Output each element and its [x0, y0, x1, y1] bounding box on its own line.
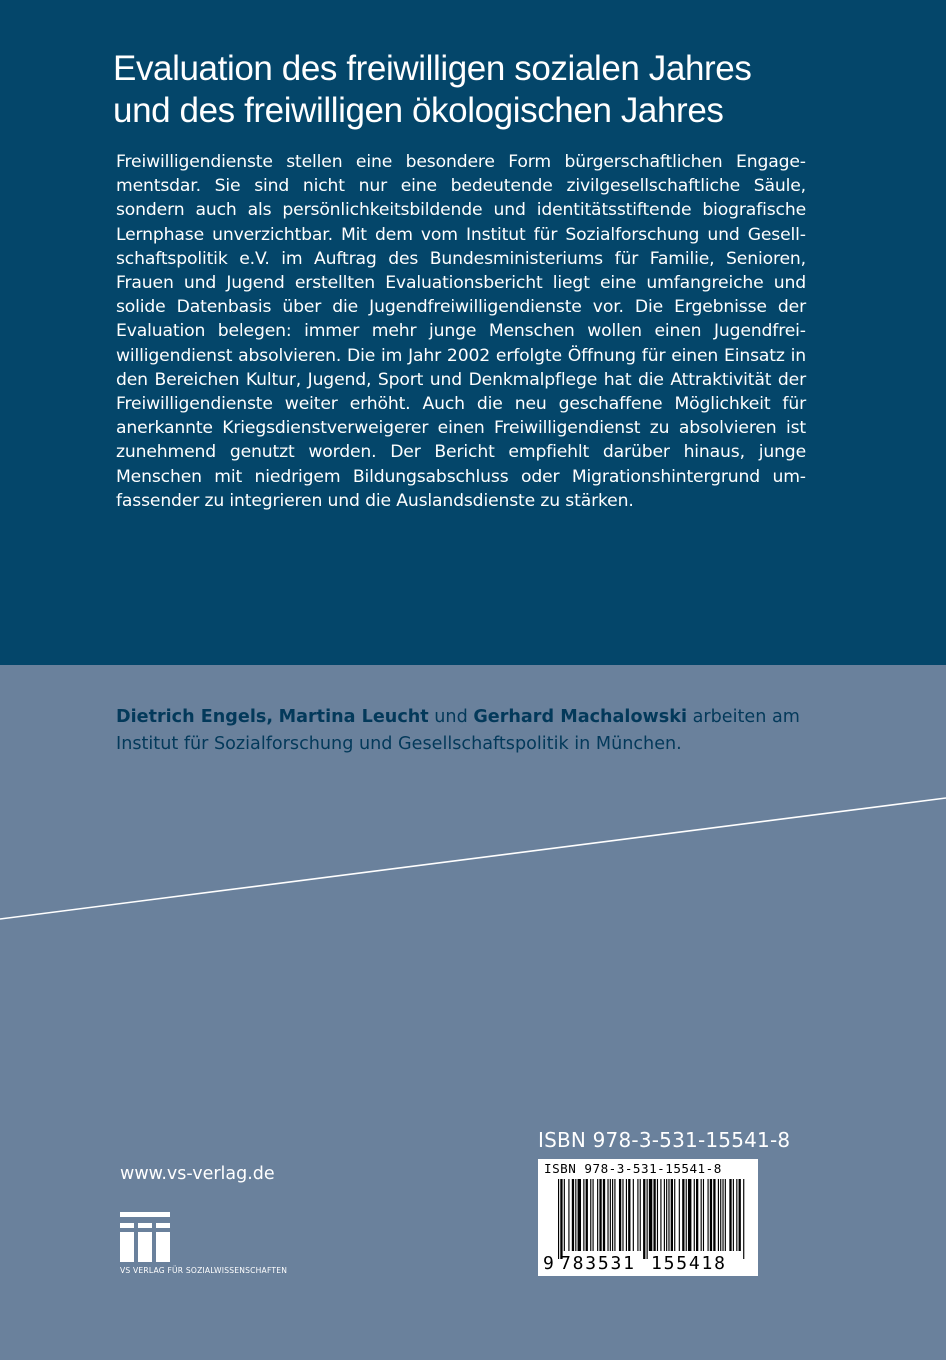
author-1: Dietrich Engels,	[116, 707, 274, 727]
barcode-bar	[575, 1179, 576, 1251]
book-title	[113, 48, 873, 132]
barcode-bar	[564, 1179, 565, 1251]
vs-verlag-logo-icon	[120, 1212, 180, 1266]
barcode-bar	[578, 1179, 581, 1251]
barcode-bar	[736, 1179, 737, 1251]
barcode-bar	[653, 1179, 655, 1251]
barcode-bar	[660, 1179, 661, 1251]
barcode-bar	[583, 1179, 584, 1251]
author-connector: und	[434, 707, 468, 727]
barcode-bar	[640, 1179, 641, 1251]
barcode-bar	[686, 1179, 687, 1251]
barcode-bar	[664, 1179, 665, 1251]
barcode-bar	[568, 1179, 569, 1251]
author-affiliation: arbeiten am Institut für Sozialforschung und Gesellschaftspolitik in München.	[116, 707, 800, 754]
isbn-label: ISBN 978-3-531-15541-8	[538, 1128, 791, 1152]
barcode-bar	[633, 1179, 634, 1251]
barcode-bar	[671, 1179, 673, 1251]
barcode-bar	[628, 1179, 630, 1251]
barcode-bar	[703, 1179, 704, 1251]
author-note	[116, 704, 836, 758]
barcode-bar	[593, 1179, 594, 1251]
title-line-2: und des freiwilligen ökologischen Jahres	[113, 91, 724, 130]
barcode-bar	[710, 1179, 712, 1251]
blurb-text: Freiwilligendienste stellen eine besondere Form bürgerschaftlichen Engagementsdar. Sie sind nicht nur eine bedeutende zivilgesellschaftliche Säule, sondern auch als persönlichkeitsbildende und identitätsstiftende biografische Lernphase unverzichtbar. Mit dem vom Institut für Sozialforschung und Gesellschaftspolitik e.V. im Auftrag des Bundesministeriums für Familie, Senioren, Frauen und Jugend erstellten Evaluationsbericht liegt eine umfangreiche und solide Datenbasis über die Jugendfreiwilligendienste vor. Die Ergebnisse der Evaluation belegen: immer mehr junge Menschen wollen einen Jugendfreiwilligendienst absolvieren. Die im Jahr 2002 erfolgte Öffnung für einen Einsatz in den Bereichen Kultur, Jugend, Sport und Denkmalpflege hat die Attraktivität der Freiwilligendienste weiter erhöht. Auch die neu geschaffene Möglichkeit für anerkannte Kriegsdienstverweigerer einen Freiwilligendienst zu absolvieren ist zunehmend genutzt worden. Der Bericht empfiehlt darüber hinaus, junge Menschen mit niedrigem Bildungsabschluss oder Migrationshintergrund umfassender zu integrieren und die Auslandsdienste zu stärken.	[116, 152, 806, 511]
barcode-bar	[720, 1179, 721, 1251]
barcode-bar	[682, 1179, 684, 1251]
barcode-bar	[599, 1179, 601, 1251]
diagonal-divider-line	[0, 795, 946, 925]
barcode-bar	[622, 1179, 623, 1251]
barcode-bar	[679, 1179, 680, 1251]
barcode-bar	[572, 1179, 574, 1251]
barcode-bar	[718, 1179, 719, 1251]
barcode-bar	[713, 1179, 715, 1251]
top-panel	[0, 0, 946, 665]
barcode-bar	[696, 1179, 698, 1251]
barcode-bar	[657, 1179, 658, 1251]
barcode-bar	[614, 1179, 615, 1251]
barcode-bar	[590, 1179, 591, 1251]
ean-right-digits: 155418	[651, 1253, 727, 1274]
barcode-bar	[674, 1179, 675, 1251]
author-3: Gerhard Machalowski	[473, 707, 687, 727]
barcode-bar	[647, 1179, 648, 1259]
barcode-bar	[666, 1179, 667, 1251]
ean-left-digits: 783531	[560, 1253, 636, 1274]
ean-first-digit: 9	[543, 1253, 554, 1274]
title-line-1: Evaluation des freiwilligen sozialen Jahres	[113, 49, 752, 88]
barcode-bar	[619, 1179, 621, 1251]
barcode-bar	[708, 1179, 709, 1251]
barcode-bar	[733, 1179, 734, 1251]
barcode-bar	[722, 1179, 723, 1251]
barcode-bar	[725, 1179, 726, 1251]
barcode-bar	[586, 1179, 588, 1251]
barcode	[538, 1159, 758, 1276]
barcode-bar	[743, 1179, 744, 1259]
barcode-bar	[626, 1179, 627, 1251]
barcode-bar	[612, 1179, 613, 1251]
barcode-bar	[694, 1179, 695, 1251]
barcode-bar	[668, 1179, 669, 1251]
barcode-bar	[610, 1179, 611, 1251]
barcode-bar	[729, 1179, 731, 1251]
publisher-name: VS VERLAG FÜR SOZIALWISSENSCHAFTEN	[120, 1266, 288, 1275]
barcode-bar	[739, 1179, 741, 1251]
barcode-bar	[688, 1179, 691, 1251]
barcode-bar	[643, 1179, 645, 1259]
publisher-url[interactable]: www.vs-verlag.de	[120, 1164, 275, 1184]
barcode-isbn-text: ISBN 978-3-531-15541-8	[544, 1161, 722, 1176]
barcode-bar	[649, 1179, 652, 1251]
barcode-bar	[637, 1179, 638, 1251]
barcode-bar	[701, 1179, 702, 1251]
barcode-bar	[607, 1179, 608, 1251]
barcode-bar	[560, 1179, 562, 1259]
barcode-bar	[603, 1179, 605, 1251]
author-2: Martina Leucht	[278, 707, 429, 727]
barcode-bar	[597, 1179, 598, 1251]
barcode-bar	[558, 1179, 559, 1259]
